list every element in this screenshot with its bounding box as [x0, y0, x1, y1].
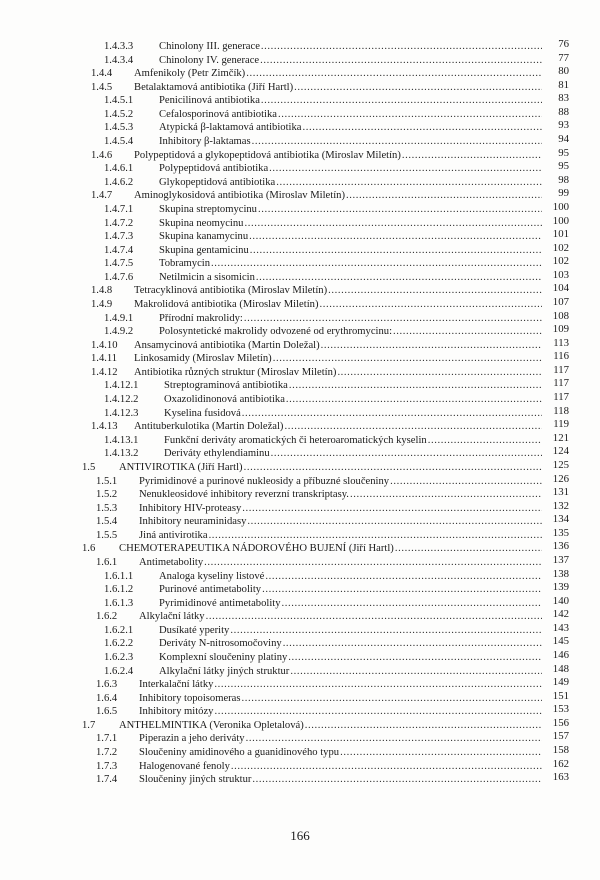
- toc-entry: [0, 515, 600, 529]
- toc-entry: [0, 651, 600, 665]
- dot-leader: [302, 121, 542, 135]
- toc-entry-title: Atypická β-laktamová antibiotika: [159, 122, 302, 134]
- toc-entry-page: 156: [552, 716, 569, 729]
- dot-leader: [289, 379, 542, 393]
- toc-entry-title: Makrolidová antibiotika (Miroslav Miletín): [134, 298, 319, 310]
- toc-entry: [0, 732, 600, 746]
- dot-leader: [337, 366, 542, 380]
- toc-entry-title: ANTIVIROTIKA (Jiří Hartl): [119, 461, 243, 473]
- toc-entry-number: 1.7.1: [96, 733, 118, 745]
- toc-entry-title: Skupina streptomycinu: [159, 203, 257, 215]
- toc-entry-title: Alkylační látky: [139, 611, 205, 623]
- toc-entry-number: 1.6: [82, 543, 96, 555]
- toc-entry: [0, 325, 600, 339]
- dot-leader: [211, 257, 542, 271]
- dot-leader: [294, 81, 542, 95]
- toc-entry-page: 124: [552, 445, 569, 458]
- toc-entry-number: 1.4.6.1: [104, 163, 134, 175]
- toc-entry-page: 143: [552, 621, 569, 634]
- toc-entry-page: 119: [553, 418, 569, 431]
- toc-entry-title: Skupina kanamycinu: [159, 231, 249, 243]
- toc-entry-page: 117: [553, 377, 569, 390]
- toc-entry-title: Inhibitory HIV-proteasy: [139, 502, 242, 514]
- toc-entry-page: 99: [558, 187, 569, 200]
- dot-leader: [319, 298, 542, 312]
- toc-entry-page: 77: [558, 51, 569, 64]
- toc-entry-number: 1.4.3.3: [104, 41, 134, 52]
- toc-entry: [0, 553, 600, 570]
- dot-leader: [328, 284, 542, 298]
- toc-entry-title: Sloučeniny jiných struktur: [139, 774, 252, 786]
- toc-entry-page: 153: [552, 703, 569, 716]
- dot-leader: [247, 515, 542, 529]
- toc-entry-page: 100: [552, 200, 569, 213]
- dot-leader: [206, 610, 542, 624]
- toc-entry: [0, 67, 600, 81]
- table-of-contents: [0, 40, 600, 787]
- dot-leader: [249, 230, 542, 244]
- toc-entry: [0, 352, 600, 366]
- toc-entry-number: 1.4.13: [91, 421, 118, 433]
- toc-entry: [0, 336, 600, 353]
- dot-leader: [244, 461, 542, 475]
- toc-entry-number: 1.7.3: [96, 760, 118, 772]
- dot-leader: [231, 760, 542, 774]
- toc-entry-title: Purinové antimetabolity: [159, 584, 262, 596]
- dot-leader: [276, 176, 542, 190]
- toc-entry-page: 134: [552, 513, 569, 526]
- toc-entry: [0, 431, 600, 448]
- dot-leader: [350, 488, 542, 502]
- dot-leader: [242, 502, 542, 516]
- dot-leader: [204, 556, 542, 570]
- toc-entry-number: 1.6.2.1: [104, 624, 134, 636]
- toc-entry: [0, 637, 600, 651]
- toc-entry-number: 1.6.3: [96, 679, 118, 691]
- toc-entry-title: Netilmicin a sisomicin: [159, 271, 255, 283]
- toc-entry-title: Skupina gentamicinu: [159, 244, 249, 256]
- toc-entry-title: Dusíkaté yperity: [159, 624, 230, 636]
- toc-entry-title: Halogenované fenoly: [139, 760, 230, 772]
- toc-entry: [0, 526, 600, 543]
- toc-entry-page: 137: [552, 553, 569, 566]
- dot-leader: [402, 149, 542, 163]
- toc-entry-page: 116: [553, 350, 569, 363]
- toc-entry-number: 1.5: [82, 461, 96, 473]
- toc-entry: [0, 284, 600, 298]
- toc-entry-number: 1.6.2.2: [104, 638, 134, 650]
- toc-entry-title: Ansamycinová antibiotika (Martin Doležal): [134, 339, 320, 351]
- toc-entry-page: 125: [552, 458, 569, 471]
- dot-leader: [244, 312, 542, 326]
- toc-entry-title: Inhibitory neuraminidasy: [139, 516, 247, 528]
- toc-entry-page: 101: [552, 228, 569, 241]
- dot-leader: [288, 651, 542, 665]
- dot-leader: [252, 773, 542, 787]
- toc-entry-number: 1.6.2.4: [104, 665, 134, 677]
- toc-entry-title: Piperazin a jeho deriváty: [139, 733, 245, 745]
- dot-leader: [283, 637, 542, 651]
- toc-entry-number: 1.4.10: [91, 339, 118, 351]
- toc-entry-number: 1.4.7: [91, 190, 113, 202]
- dot-leader: [305, 719, 542, 733]
- toc-entry-number: 1.6.2.3: [104, 652, 134, 664]
- toc-entry: [0, 472, 600, 489]
- toc-entry: [0, 488, 600, 502]
- toc-entry: [0, 420, 600, 434]
- toc-entry-page: 83: [558, 92, 569, 105]
- toc-entry-page: 113: [553, 336, 569, 349]
- toc-entry: [0, 78, 600, 95]
- toc-entry-page: 117: [553, 363, 569, 376]
- toc-entry: [0, 40, 600, 54]
- toc-entry-page: 142: [552, 608, 569, 621]
- toc-entry-number: 1.5.3: [96, 502, 118, 514]
- toc-entry-number: 1.5.5: [96, 529, 118, 541]
- toc-entry-title: Cefalosporinová antibiotika: [159, 108, 277, 120]
- dot-leader: [230, 624, 542, 638]
- toc-entry-title: Inhibitory mitózy: [139, 706, 214, 718]
- dot-leader: [256, 271, 542, 285]
- dot-leader: [290, 665, 542, 679]
- toc-entry-page: 136: [552, 540, 569, 553]
- toc-entry-number: 1.4.4: [91, 68, 113, 80]
- dot-leader: [286, 393, 542, 407]
- toc-entry-number: 1.4.13.1: [104, 434, 139, 446]
- toc-entry-number: 1.5.4: [96, 516, 118, 528]
- toc-entry-page: 162: [552, 757, 569, 770]
- toc-entry: [0, 230, 600, 244]
- toc-entry: [0, 363, 600, 380]
- toc-entry-page: 98: [558, 173, 569, 186]
- toc-entry: [0, 404, 600, 421]
- toc-entry-title: Linkosamidy (Miroslav Miletín): [134, 353, 272, 365]
- toc-entry-number: 1.4.5.4: [104, 136, 134, 148]
- toc-entry-number: 1.5.1: [96, 475, 118, 487]
- dot-leader: [214, 705, 542, 719]
- toc-entry-page: 140: [552, 594, 569, 607]
- toc-entry-page: 95: [558, 146, 569, 159]
- dot-leader: [390, 475, 542, 489]
- toc-entry: [0, 458, 600, 475]
- toc-entry-number: 1.4.7.1: [104, 203, 134, 215]
- dot-leader: [246, 732, 542, 746]
- toc-entry: [0, 705, 600, 719]
- toc-entry: [0, 173, 600, 190]
- toc-entry-number: 1.4.12.2: [104, 394, 139, 406]
- toc-entry: [0, 379, 600, 393]
- toc-entry-number: 1.4.7.5: [104, 258, 134, 270]
- toc-entry-number: 1.4.3.4: [104, 54, 134, 66]
- dot-leader: [258, 203, 542, 217]
- toc-entry: [0, 662, 600, 679]
- toc-entry-page: 131: [552, 486, 569, 499]
- toc-entry-page: 151: [552, 689, 569, 702]
- toc-entry: [0, 189, 600, 203]
- toc-entry: [0, 621, 600, 638]
- toc-entry-title: Polypeptidová a glykopeptidová antibiotika (Miroslav Miletín): [134, 149, 401, 161]
- toc-entry-page: 126: [552, 472, 569, 485]
- toc-entry-title: Jiná antivirotika: [139, 529, 208, 541]
- dot-leader: [246, 67, 542, 81]
- toc-entry: [0, 135, 600, 149]
- toc-entry-number: 1.4.12: [91, 366, 118, 378]
- toc-entry-title: Pyrimidinové antimetabolity: [159, 597, 281, 609]
- toc-entry: [0, 162, 600, 176]
- toc-entry: [0, 542, 600, 556]
- toc-entry-title: Alkylační látky jiných struktur: [159, 665, 290, 677]
- toc-entry: [0, 746, 600, 760]
- toc-entry-page: 103: [552, 268, 569, 281]
- toc-entry-page: 108: [552, 309, 569, 322]
- dot-leader: [273, 352, 542, 366]
- toc-entry-title: ANTHELMINTIKA (Veronika Opletalová): [119, 719, 304, 731]
- dot-leader: [340, 746, 542, 760]
- toc-entry: [0, 214, 600, 231]
- dot-leader: [321, 339, 542, 353]
- toc-entry-number: 1.6.1.1: [104, 570, 134, 582]
- toc-entry-number: 1.6.4: [96, 692, 118, 704]
- toc-entry-number: 1.4.5: [91, 81, 113, 93]
- dot-leader: [393, 325, 542, 339]
- dot-leader: [261, 94, 542, 108]
- toc-entry-title: Antimetabolity: [139, 556, 204, 568]
- toc-entry-page: 135: [552, 526, 569, 539]
- toc-entry: [0, 393, 600, 407]
- toc-entry-title: Funkční deriváty aromatických či heteroaromatických kyselin: [164, 434, 427, 446]
- toc-entry-title: Přírodní makrolidy:: [159, 312, 243, 324]
- toc-entry-title: Chinolony III. generace: [159, 41, 260, 52]
- toc-entry-number: 1.4.6: [91, 149, 113, 161]
- dot-leader: [265, 570, 542, 584]
- dot-leader: [242, 407, 542, 421]
- toc-entry-title: Tetracyklinová antibiotika (Miroslav Miletín): [134, 285, 328, 297]
- toc-entry-number: 1.6.2: [96, 611, 118, 623]
- dot-leader: [260, 54, 542, 68]
- toc-entry-number: 1.4.5.2: [104, 108, 134, 120]
- page-number: 166: [290, 828, 310, 843]
- toc-entry-number: 1.6.1.2: [104, 584, 134, 596]
- toc-entry-title: Nenukleosidové inhibitory reverzní transkriptasy.: [139, 489, 349, 501]
- toc-entry-number: 1.4.5.1: [104, 95, 134, 107]
- toc-entry: [0, 257, 600, 271]
- toc-entry-page: 145: [552, 635, 569, 648]
- toc-entry-page: 163: [552, 771, 569, 784]
- toc-entry: [0, 583, 600, 597]
- toc-entry-title: Antituberkulotika (Martin Doležal): [134, 421, 284, 433]
- toc-entry: [0, 241, 600, 258]
- toc-entry-page: 148: [552, 662, 569, 675]
- toc-entry-title: Inhibitory topoisomeras: [139, 692, 241, 704]
- toc-entry-number: 1.4.9.2: [104, 326, 134, 338]
- toc-entry: [0, 309, 600, 326]
- toc-entry-page: 149: [552, 676, 569, 689]
- toc-entry-title: Pyrimidinové a purinové nukleosidy a příbuzné sloučeniny: [139, 475, 390, 487]
- toc-entry-title: Polypeptidová antibiotika: [159, 163, 269, 175]
- toc-entry: [0, 146, 600, 163]
- toc-entry-title: Tobramycin: [159, 258, 211, 270]
- toc-entry-title: CHEMOTERAPEUTIKA NÁDOROVÉHO BUJENÍ (Jiří Hartl): [119, 543, 394, 555]
- toc-entry-title: Komplexní sloučeniny platiny: [159, 652, 288, 664]
- toc-entry-title: Kyselina fusidová: [164, 407, 241, 419]
- toc-entry: [0, 499, 600, 516]
- toc-entry-title: Inhibitory β-laktamas: [159, 136, 251, 148]
- toc-entry-page: 139: [552, 581, 569, 594]
- toc-entry-title: Sloučeniny amidinového a guanidinového typu: [139, 747, 340, 759]
- toc-entry: [0, 757, 600, 774]
- toc-entry-page: 132: [552, 499, 569, 512]
- toc-entry: [0, 678, 600, 692]
- toc-entry: [0, 51, 600, 68]
- dot-leader: [242, 692, 542, 706]
- toc-entry: [0, 567, 600, 584]
- toc-entry: [0, 295, 600, 312]
- dot-leader: [262, 583, 542, 597]
- dot-leader: [395, 542, 542, 556]
- toc-entry: [0, 200, 600, 217]
- dot-leader: [428, 434, 542, 448]
- toc-entry: [0, 94, 600, 108]
- dot-leader: [252, 135, 542, 149]
- toc-entry-page: 104: [552, 282, 569, 295]
- toc-entry-number: 1.4.12.3: [104, 407, 139, 419]
- toc-entry-number: 1.4.12.1: [104, 380, 139, 392]
- toc-entry: [0, 610, 600, 624]
- toc-entry-number: 1.4.8: [91, 285, 113, 297]
- toc-entry-number: 1.4.7.2: [104, 217, 134, 229]
- toc-entry-number: 1.6.1: [96, 556, 118, 568]
- toc-entry-title: Chinolony IV. generace: [159, 54, 260, 66]
- toc-entry-page: 95: [558, 160, 569, 173]
- toc-entry-page: 117: [553, 391, 569, 404]
- toc-entry: [0, 716, 600, 733]
- toc-entry-number: 1.4.13.2: [104, 448, 139, 460]
- toc-entry-title: Skupina neomycinu: [159, 217, 244, 229]
- dot-leader: [214, 678, 542, 692]
- toc-entry-title: Streptograminová antibiotika: [164, 380, 288, 392]
- toc-entry-number: 1.4.5.3: [104, 122, 134, 134]
- toc-entry-page: 93: [558, 119, 569, 132]
- toc-entry-page: 76: [558, 38, 569, 50]
- toc-entry-page: 107: [552, 295, 569, 308]
- toc-entry-page: 102: [552, 255, 569, 268]
- dot-leader: [209, 529, 542, 543]
- toc-entry: [0, 689, 600, 706]
- toc-entry-title: Oxazolidinonová antibiotika: [164, 394, 285, 406]
- toc-entry-title: Analoga kyseliny listové: [159, 570, 265, 582]
- toc-entry-number: 1.6.5: [96, 706, 118, 718]
- toc-entry: [0, 268, 600, 285]
- dot-leader: [282, 597, 542, 611]
- toc-entry: [0, 594, 600, 611]
- toc-entry-number: 1.7: [82, 719, 96, 731]
- toc-entry-page: 121: [552, 431, 569, 444]
- dot-leader: [278, 108, 542, 122]
- toc-entry-page: 80: [558, 65, 569, 78]
- toc-entry-title: Deriváty ethylendiaminu: [164, 448, 270, 460]
- toc-entry-title: Glykopeptidová antibiotika: [159, 176, 276, 188]
- toc-entry-number: 1.4.11: [91, 353, 118, 365]
- dot-leader: [284, 420, 542, 434]
- dot-leader: [271, 447, 542, 461]
- toc-entry-title: Penicilinová antibiotika: [159, 95, 260, 107]
- toc-entry-page: 118: [553, 404, 569, 417]
- dot-leader: [346, 189, 542, 203]
- toc-entry: [0, 773, 600, 787]
- toc-entry: [0, 105, 600, 122]
- toc-entry: [0, 121, 600, 135]
- dot-leader: [250, 244, 542, 258]
- toc-entry-number: 1.7.4: [96, 774, 118, 786]
- toc-entry-number: 1.4.9: [91, 298, 113, 310]
- toc-entry-number: 1.4.9.1: [104, 312, 134, 324]
- toc-entry-title: Deriváty N-nitrosomočoviny: [159, 638, 282, 650]
- toc-entry-page: 158: [552, 744, 569, 757]
- toc-entry-page: 146: [552, 649, 569, 662]
- toc-entry-number: 1.4.7.6: [104, 271, 134, 283]
- toc-entry-page: 100: [552, 214, 569, 227]
- toc-entry-page: 81: [558, 78, 569, 91]
- toc-entry-number: 1.4.6.2: [104, 176, 134, 188]
- toc-entry-number: 1.7.2: [96, 747, 118, 759]
- toc-entry-page: 94: [558, 133, 569, 146]
- toc-entry-title: Polosyntetické makrolidy odvozené od erythromycinu:: [159, 326, 393, 338]
- toc-entry-page: 102: [552, 241, 569, 254]
- toc-entry-page: 138: [552, 567, 569, 580]
- toc-entry-page: 157: [552, 730, 569, 743]
- toc-entry: [0, 447, 600, 461]
- toc-entry-title: Amfenikoly (Petr Zimčík): [134, 68, 246, 80]
- toc-entry-number: 1.5.2: [96, 489, 118, 501]
- toc-entry-title: Antibiotika různých struktur (Miroslav Miletín): [134, 366, 337, 378]
- toc-entry-number: 1.4.7.3: [104, 231, 134, 243]
- toc-entry-page: 109: [552, 323, 569, 336]
- toc-entry-title: Betalaktamová antibiotika (Jiří Hartl): [134, 81, 294, 93]
- toc-entry-number: 1.4.7.4: [104, 244, 134, 256]
- toc-entry-page: 88: [558, 105, 569, 118]
- toc-entry-title: Aminoglykosidová antibiotika (Miroslav Miletín): [134, 190, 345, 202]
- dot-leader: [244, 217, 542, 231]
- toc-entry-title: Interkalační látky: [139, 679, 214, 691]
- dot-leader: [261, 40, 542, 54]
- toc-entry-number: 1.6.1.3: [104, 597, 134, 609]
- dot-leader: [269, 162, 542, 176]
